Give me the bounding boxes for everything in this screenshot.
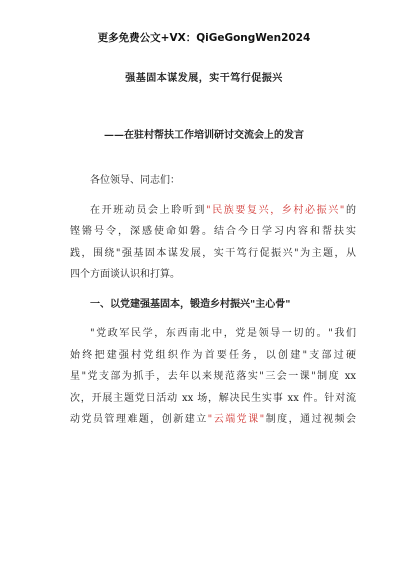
paragraph-line bbox=[70, 200, 356, 222]
paragraph-line: 次，开展主题党日活动 xx 场，解决民生实事 xx 件。针对流 bbox=[70, 392, 356, 404]
paragraph-line: 始终把建强村党组织作为首要任务，以创建"支部过硬 bbox=[70, 349, 356, 361]
paragraph-line: 四个方面谈认识和打算。 bbox=[70, 269, 180, 280]
document-subtitle: ——在驻村帮扶工作培训研讨交流会上的发言 bbox=[104, 130, 304, 141]
text-run: 动党员管理难题，创新建立 bbox=[70, 414, 208, 425]
text-run: 制度，通过视频会 bbox=[264, 414, 357, 425]
text-run: 的 bbox=[344, 204, 357, 216]
paragraph-line: "党政军民学，东西南北中，党是领导一切的。"我们 bbox=[90, 328, 356, 339]
salutation: 各位领导、同志们： bbox=[90, 175, 180, 186]
highlighted-quote: "民族要复兴，乡村必振兴" bbox=[206, 204, 345, 216]
paragraph-line bbox=[70, 409, 356, 431]
paragraph-line: 践，围绕"强基固本谋发展，实干笃行促振兴"为主题，从 bbox=[70, 247, 356, 259]
paragraph-party-building bbox=[70, 323, 356, 431]
text-run: 在开班动员会上聆听到 bbox=[90, 204, 206, 216]
highlighted-quote: "云端党课" bbox=[207, 414, 265, 425]
paragraph-intro bbox=[70, 200, 356, 286]
document-body bbox=[70, 170, 356, 439]
promo-header: 更多免费公文+VX：QiGeGongWen2024 bbox=[97, 32, 311, 44]
paragraph-line: 星"党支部为抓手，去年以来规范落实"三会一课"制度 xx bbox=[70, 371, 356, 382]
document-title: 强基固本谋发展，实干笃行促振兴 bbox=[125, 73, 283, 84]
paragraph-line: 铿锵号令，深感使命如磐。结合今日学习内容和帮扶实 bbox=[70, 226, 356, 237]
section-heading-1: 一、以党建强基固本，锻造乡村振兴"主心骨" bbox=[90, 298, 291, 310]
